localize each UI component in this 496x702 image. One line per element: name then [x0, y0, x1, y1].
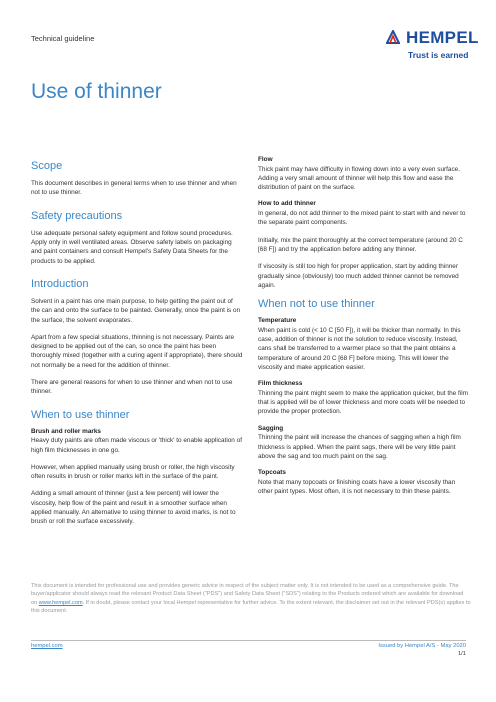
hempel-website-link[interactable]: www.hempel.com — [38, 599, 83, 606]
scope-section — [31, 160, 243, 198]
brush-roller-heading: Brush and roller marks — [31, 427, 101, 435]
brush-roller-paragraph: However, when applied manually using brush or roller, the high viscosity often results in brush or roller marks left in the surface of the paint. — [31, 463, 235, 481]
flow-subsection — [258, 156, 468, 192]
sagging-subsection — [258, 425, 468, 461]
left-column — [31, 160, 243, 538]
how-to-add-paragraph: Initially, mix the paint thoroughly at the correct temperature (around 20 C [68 F]) and try the application before adding any thinner. — [258, 236, 463, 253]
temperature-heading: Temperature — [258, 317, 297, 325]
introduction-paragraph: Solvent in a paint has one main purpose, to help getting the paint out of the can and onto the surface to be painted. Generally, once the paint is on the surface, the solvent evaporates. — [31, 297, 241, 324]
how-to-add-heading: How to add thinner — [258, 200, 316, 208]
page-title: Use of thinner — [31, 80, 162, 103]
scope-text: This document describes in general terms when to use thinner and when not to use thinner. — [31, 180, 237, 197]
right-column — [258, 156, 468, 508]
logo-tagline: Trust is earned — [408, 50, 469, 60]
safety-section — [31, 210, 243, 266]
footer-divider — [31, 640, 466, 641]
film-thickness-subsection — [258, 380, 468, 416]
logo-wordmark: HEMPEL — [406, 28, 479, 47]
temperature-subsection — [258, 317, 468, 372]
introduction-heading: Introduction — [31, 277, 89, 290]
topcoats-subsection — [258, 469, 468, 496]
disclaimer-text: This document is intended for professional use and provides generic advice in respect of the subject matter only. It is not intended to be used as a comprehensive guide. The buyer/applicator should always read the relevant Product Data Sheet ("PDS") and Safety Data Sheet ("SDS") relating to the Products ordered which are available for download on — [31, 583, 464, 606]
brush-roller-paragraph: Heavy duty paints are often made viscous or 'thick' to enable application of high film thicknesses in one go. — [31, 437, 242, 454]
how-to-add-paragraph: In general, do not add thinner to the mixed paint to start with and never to the separate paint components. — [258, 210, 466, 227]
film-thickness-text: Thinning the paint might seem to make the application quicker, but the film that is applied will be of lower thickness and more coats will be needed to provide the proper protection. — [258, 389, 468, 416]
temperature-text: When paint is cold (< 10 C [50 F]), it will be thicker than normally. In this case, addition of thinner is not the solution to reduce viscosity. Instead, cans shall be transferred to a warmer place so that the paint obtains a temperature of around 20 C [68 F] before mixing. This will lower the viscosity and make application easier. — [258, 326, 461, 371]
disclaimer — [31, 582, 471, 616]
how-to-add-paragraph: If viscosity is still too high for proper application, start by adding thinner gradually since (obviously) too much added thinner cannot be removed again. — [258, 263, 459, 289]
issued-by: Issued by Hempel A/S - May 2020 — [378, 643, 466, 649]
when-not-to-use-heading: When not to use thinner — [258, 298, 375, 311]
flow-heading: Flow — [258, 156, 273, 163]
introduction-paragraph: Apart from a few special situations, thinning is not necessary. Paints are designed to be applied out of the can, so once the paint has been thoroughly mixed (together with a curing agent if appropriate), there should not normally be a need for the addition of thinner. — [31, 333, 243, 369]
disclaimer-text: . If in doubt, please contact your local Hempel representative for further advice. To the extent relevant, the disclaimer set out in the relevant PDS(s) applies to this document. — [31, 599, 471, 615]
brush-roller-paragraph: Adding a small amount of thinner (just a few percent) will lower the viscosity, help flow of the paint and result in a smoother surface when applied manually. An alternative to using thinner to avoid marks, is not to brush or roll the surface excessively. — [31, 490, 236, 526]
safety-heading: Safety precautions — [31, 209, 123, 222]
introduction-paragraph: There are general reasons for when to use thinner and when not to use thinner. — [31, 378, 233, 396]
hempel-logo — [386, 28, 479, 66]
hempel-mark-icon — [386, 30, 400, 44]
safety-text: Use adequate personal safety equipment and follow sound procedures. Apply only in well ventilated areas. Observe safety labels on packaging and paint containers and consult Hempel's Safety Data Sheets for the products to be applied. — [31, 229, 233, 265]
topcoats-heading: Topcoats — [258, 469, 286, 477]
when-not-to-use-section — [258, 298, 468, 496]
footer-website-link[interactable]: hempel.com — [31, 643, 63, 649]
scope-heading: Scope — [31, 160, 63, 172]
sagging-text: Thinning the paint will increase the chances of sagging when a high film thickness is applied. When the paint sags, there will be very little paint above the sag and too much paint on the sag. — [258, 434, 461, 460]
when-to-use-heading: When to use thinner — [31, 408, 130, 421]
introduction-section — [31, 278, 243, 397]
page-number: 1/1 — [457, 651, 466, 657]
when-to-use-section — [31, 409, 243, 527]
sagging-heading: Sagging — [258, 424, 284, 432]
film-thickness-heading: Film thickness — [258, 380, 303, 388]
topcoats-text: Note that many topcoats or finishing coats have a lower viscosity than other paint types. Most often, it is not necessary to thin these paints. — [258, 478, 456, 496]
document-type-label: Technical guideline — [31, 34, 95, 43]
how-to-add-subsection — [258, 200, 468, 290]
flow-text: Thick paint may have difficulty in flowing down into a very even surface. Adding a very small amount of thinner will help this flow and ease the distribution of paint on the surface. — [258, 165, 460, 192]
